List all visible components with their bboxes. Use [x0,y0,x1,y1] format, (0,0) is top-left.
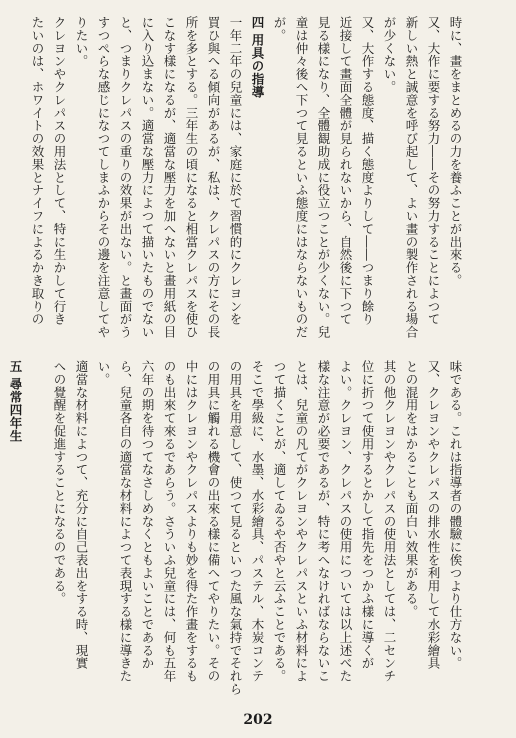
text-line: 新しい熱と誠意を呼び起して、よい畫の製作される場合 [404,16,419,339]
text-line: 四 用具の指導 [250,16,265,99]
lower-text-block [8,360,466,696]
text-line: への覺醒を促進することになるのである。 [52,360,67,606]
text-line: すつぺらな感じになつてしまふからその邊を注意してや [96,16,111,339]
text-line: が少くない。 [382,16,397,94]
text-line: 近接して畫面全體が見られないから、自然後に下つて [338,16,353,326]
text-line: 一年二年の兒童には、家庭に於て習慣的にクレヨンを [228,16,243,326]
text-line: 又、大作に要する努力――その努力することによつて [426,16,441,326]
text-line: つて描くことが、適してゐるや否やと云ふことである。 [272,360,287,683]
text-line: い。 [96,360,111,386]
text-line: 位に折つて使用するとかして指先をつかふ樣に導くが [360,360,375,670]
text-line: 又、大作する態度、描く態度よりして――つまり餘り [360,16,375,326]
text-line: 味である。これは指導者の體驗に俟つより仕方ない。 [448,360,463,670]
text-line: 買ひ與へる傾向があるが、私は、クレパスの方にその長 [206,16,221,339]
text-line: 六年の期を待つてなさしめなくともよいことであるか [140,360,155,670]
text-line: りたい。 [74,16,89,68]
text-line: 又、クレヨンやクレパスの排水性を利用して水彩繪具 [426,360,441,670]
text-line: よい。クレヨン、クレパスの使用については以上述べた [338,360,353,683]
upper-text-block [26,16,466,346]
text-line: 所を多とする。三年生の頃になると相當クレパスを使ひ [184,16,199,339]
text-line: 中にはクレヨンやクレパスよりも妙を得た作畫をするも [184,360,199,683]
text-line: 見る樣になり、全體観助成に役立つことが少くない。兒 [316,16,331,339]
text-line: に入り込まない。適當な壓力によつて描いたものでない [140,16,155,339]
page-number: 202 [243,712,273,728]
text-line: 樣な注意が必要であるが、特に考へなければならないこ [316,360,331,683]
text-line: の用具を用意して、使つて見るといつた風な氣持でそれら [228,360,243,696]
text-line: そこで學級に、水墨、水彩繪具、パステル、木炭コンテ [250,360,265,683]
text-line: こなす樣になるが、適當な壓力を加へないと畫用紙の目 [162,16,177,339]
text-line: クレヨンやクレパスの用法として、特に生かして行き [52,16,67,326]
text-line [26,360,48,690]
text-line: と、つまりクレパスの重りの效果が出ない。と畫面がう [118,16,133,339]
text-line: が。 [272,16,287,42]
text-line: との混用をはかることも面白い效果がある。 [404,360,419,618]
text-line: たいのは、ホワイトの效果とナイフによるかき取りの [30,16,45,326]
text-line: とは、兒童の凡てがクレヨンやクレパスといふ材料によ [294,360,309,683]
text-line: ら、兒童各自の適當な材料によつて表現する樣に導きた [118,360,133,683]
text-line: 時に、畫をまとめるの力を養ふことが出來る。 [448,16,463,287]
text-line: 童は仲々後へ下つて見るといふ態度にはならないものだ [294,16,309,339]
text-line: のも出來て來るであらう。さういふ兒童には、何も五年 [162,360,177,683]
text-line: 五 尋常四年生 [8,360,23,443]
text-line: 適當な材料によつて、充分に自己表出をする時、現實 [74,360,89,670]
text-line: の用具に觸れる機會の出來る樣に備へてやりたい。その [206,360,221,683]
text-line: 其の他クレヨンやクレパスの使用法としては、二センチ [382,360,397,683]
